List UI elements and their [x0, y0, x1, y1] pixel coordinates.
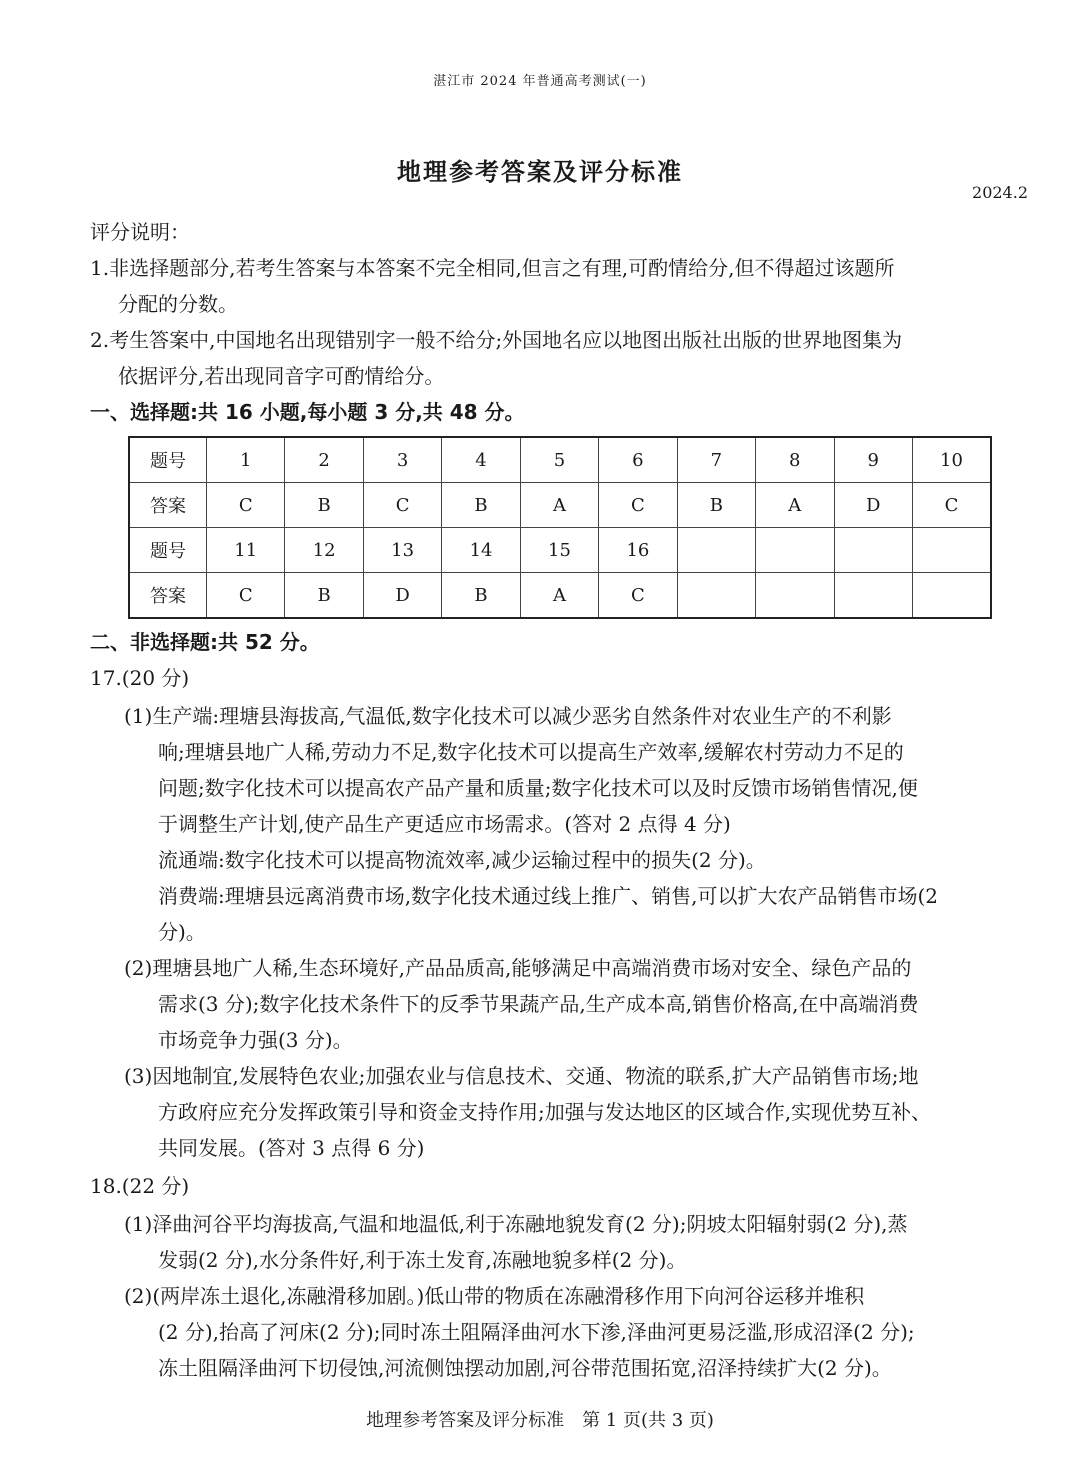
table-cell: 4 — [442, 437, 520, 483]
table-cell: B — [285, 573, 363, 619]
q18-p1-line-2: 发弱(2 分),水分条件好,利于冻土发育,冻融地貌多样(2 分)。 — [158, 1248, 687, 1272]
table-cell: C — [599, 483, 677, 528]
table-cell: D — [363, 573, 441, 619]
table-row-question-2 — [129, 528, 991, 573]
table-cell: 1 — [207, 437, 285, 483]
q17-p3-line-1: (3)因地制宜,发展特色农业;加强农业与信息技术、交通、物流的联系,扩大产品销售市场;地 — [124, 1064, 919, 1088]
q17-p2-line-2: 需求(3 分);数字化技术条件下的反季节果蔬产品,生产成本高,销售价格高,在中高端消费 — [158, 992, 919, 1016]
note-1-line-2: 分配的分数。 — [118, 292, 238, 316]
q17-p1-line-7: 分)。 — [158, 920, 206, 944]
note-2-line-1: 2.考生答案中,中国地名出现错别字一般不给分;外国地名应以地图出版社出版的世界地图集为 — [90, 328, 903, 352]
table-cell: A — [756, 483, 834, 528]
table-cell: 16 — [599, 528, 677, 573]
q18-p2-line-2: (2 分),抬高了河床(2 分);同时冻土阻隔泽曲河水下渗,泽曲河更易泛滥,形成沼泽(2 分); — [158, 1320, 915, 1344]
label-answer: 答案 — [129, 573, 207, 619]
table-row-answer-2 — [129, 573, 991, 619]
q17-p1-line-5: 流通端:数字化技术可以提高物流效率,减少运输过程中的损失(2 分)。 — [158, 848, 766, 872]
table-cell: 3 — [363, 437, 441, 483]
document-title: 地理参考答案及评分标准 — [397, 158, 683, 186]
document-date: 2024.2 — [972, 183, 1028, 202]
table-cell: 13 — [363, 528, 441, 573]
q17-p3-line-2: 方政府应充分发挥政策引导和资金支持作用;加强与发达地区的区域合作,实现优势互补、 — [158, 1100, 932, 1124]
q17-p1-line-1: (1)生产端:理塘县海拔高,气温低,数字化技术可以减少恶劣自然条件对农业生产的不利影 — [124, 704, 892, 728]
answer-table — [128, 436, 992, 619]
table-cell: 9 — [834, 437, 912, 483]
table-row-answer-1 — [129, 483, 991, 528]
table-cell: 5 — [520, 437, 598, 483]
note-1-line-1: 1.非选择题部分,若考生答案与本答案不完全相同,但言之有理,可酌情给分,但不得超过该题所 — [90, 256, 895, 280]
table-cell — [834, 573, 912, 619]
q17-p2-line-1: (2)理塘县地广人稀,生态环境好,产品品质高,能够满足中高端消费市场对安全、绿色产品的 — [124, 956, 912, 980]
q17-title: 17.(20 分) — [90, 666, 190, 690]
table-cell: A — [520, 483, 598, 528]
q18-p2-line-1: (2)(两岸冻土退化,冻融滑移加剧。)低山带的物质在冻融滑移作用下向河谷运移并堆积 — [124, 1284, 865, 1308]
q18-p2-line-3: 冻土阻隔泽曲河下切侵蚀,河流侧蚀摆动加剧,河谷带范围拓宽,沼泽持续扩大(2 分)。 — [158, 1356, 892, 1380]
q18-p1-line-1: (1)泽曲河谷平均海拔高,气温和地温低,利于冻融地貌发育(2 分);阴坡太阳辐射弱(2 分),蒸 — [124, 1212, 908, 1236]
q17-p1-line-6: 消费端:理塘县远离消费市场,数字化技术通过线上推广、销售,可以扩大农产品销售市场(2 — [158, 884, 938, 908]
label-question: 题号 — [129, 528, 207, 573]
q17-p1-line-4: 于调整生产计划,使产品生产更适应市场需求。(答对 2 点得 4 分) — [158, 812, 731, 836]
label-answer: 答案 — [129, 483, 207, 528]
table-cell: 15 — [520, 528, 598, 573]
table-cell: B — [442, 483, 520, 528]
q17-p1-line-3: 问题;数字化技术可以提高农产品产量和质量;数字化技术可以及时反馈市场销售情况,便 — [158, 776, 918, 800]
table-cell: D — [834, 483, 912, 528]
page-footer: 地理参考答案及评分标准 第 1 页(共 3 页) — [366, 1410, 714, 1431]
table-cell — [756, 573, 834, 619]
table-cell: C — [363, 483, 441, 528]
table-cell: B — [677, 483, 755, 528]
table-cell: B — [442, 573, 520, 619]
q18-title: 18.(22 分) — [90, 1174, 190, 1198]
q17-p2-line-3: 市场竞争力强(3 分)。 — [158, 1028, 353, 1052]
table-cell: C — [207, 483, 285, 528]
table-cell — [834, 528, 912, 573]
table-row-question-1 — [129, 437, 991, 483]
table-cell — [912, 573, 991, 619]
table-cell: C — [599, 573, 677, 619]
notes-heading: 评分说明： — [90, 220, 190, 244]
table-cell — [677, 573, 755, 619]
table-cell: 10 — [912, 437, 991, 483]
label-question: 题号 — [129, 437, 207, 483]
section-2-heading: 二、非选择题:共 52 分。 — [90, 630, 320, 654]
table-cell: 12 — [285, 528, 363, 573]
section-1-heading: 一、选择题:共 16 小题,每小题 3 分,共 48 分。 — [90, 400, 525, 424]
table-cell: 11 — [207, 528, 285, 573]
table-cell: 14 — [442, 528, 520, 573]
table-cell: A — [520, 573, 598, 619]
table-cell: C — [912, 483, 991, 528]
q17-p1-line-2: 响;理塘县地广人稀,劳动力不足,数字化技术可以提高生产效率,缓解农村劳动力不足的 — [158, 740, 904, 764]
table-cell: 8 — [756, 437, 834, 483]
q17-p3-line-3: 共同发展。(答对 3 点得 6 分) — [158, 1136, 425, 1160]
table-cell — [912, 528, 991, 573]
table-cell: 2 — [285, 437, 363, 483]
table-cell: C — [207, 573, 285, 619]
table-cell: B — [285, 483, 363, 528]
exam-title: 湛江市 2024 年普通高考测试(一) — [433, 74, 647, 89]
table-cell — [677, 528, 755, 573]
note-2-line-2: 依据评分,若出现同音字可酌情给分。 — [118, 364, 445, 388]
table-cell — [756, 528, 834, 573]
table-cell: 6 — [599, 437, 677, 483]
table-cell: 7 — [677, 437, 755, 483]
